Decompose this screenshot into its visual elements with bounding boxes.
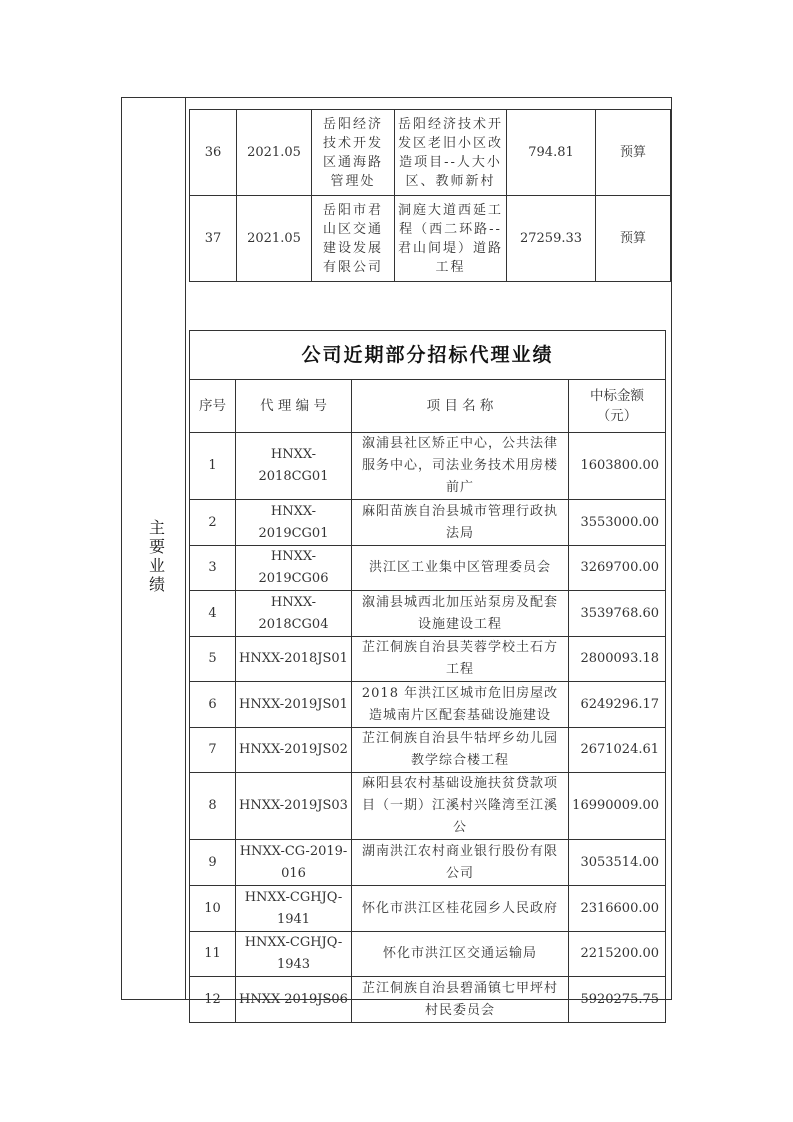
row-number: 2: [190, 500, 236, 546]
header-no: 序号: [190, 380, 236, 433]
row-bid-amount: 2671024.61: [569, 728, 666, 773]
row-project-name: 溆浦县社区矫正中心，公共法律服务中心，司法业务技术用房楼前广: [352, 433, 569, 500]
row-bid-amount: 5920275.75: [569, 977, 666, 1023]
row-project: 洞庭大道西延工程（西二环路--君山间堤）道路工程: [395, 196, 507, 282]
table-row: [190, 591, 666, 637]
row-number: 7: [190, 728, 236, 773]
row-number: 37: [190, 196, 237, 282]
section-label-char: 要: [148, 537, 165, 556]
row-number: 10: [190, 886, 236, 932]
row-bid-amount: 3053514.00: [569, 840, 666, 886]
row-project-name: 麻阳县农村基础设施扶贫贷款项目（一期）江溪村兴隆湾至江溪公: [352, 773, 569, 840]
row-project-name: 怀化市洪江区交通运输局: [352, 932, 569, 977]
row-agency-code: HNXX-2019JS02: [236, 728, 352, 773]
row-number: 4: [190, 591, 236, 637]
table-title: 公司近期部分招标代理业绩: [190, 331, 666, 380]
row-project-name: 溆浦县城西北加压站泵房及配套设施建设工程: [352, 591, 569, 637]
row-number: 8: [190, 773, 236, 840]
row-agency-code: HNXX-2019JS03: [236, 773, 352, 840]
row-number: 11: [190, 932, 236, 977]
table-row: [190, 773, 666, 840]
row-bid-amount: 1603800.00: [569, 433, 666, 500]
row-project-name: 洪江区工业集中区管理委员会: [352, 546, 569, 591]
row-agency-code: HNXX-CG-2019-016: [236, 840, 352, 886]
row-bid-amount: 2316600.00: [569, 886, 666, 932]
row-bid-amount: 3269700.00: [569, 546, 666, 591]
table-row: [190, 682, 666, 728]
table-row: [190, 977, 666, 1023]
row-number: 6: [190, 682, 236, 728]
header-code: 代 理 编 号: [236, 380, 352, 433]
row-number: 9: [190, 840, 236, 886]
row-agency-code: HNXX-2019JS06: [236, 977, 352, 1023]
row-project-name: 芷江侗族自治县芙蓉学校土石方工程: [352, 637, 569, 682]
table-row: [190, 932, 666, 977]
table-row: [190, 546, 666, 591]
row-client: 岳阳经济技术开发区通海路管理处: [312, 110, 395, 196]
row-type: 预算: [596, 196, 671, 282]
row-project: 岳阳经济技术开发区老旧小区改造项目--人大小区、教师新村: [395, 110, 507, 196]
row-client: 岳阳市君山区交通建设发展有限公司: [312, 196, 395, 282]
row-bid-amount: 2215200.00: [569, 932, 666, 977]
table-header-row: [190, 380, 666, 433]
row-bid-amount: 6249296.17: [569, 682, 666, 728]
section-label-char: 主: [148, 518, 165, 537]
row-agency-code: HNXX-CGHJQ-1941: [236, 886, 352, 932]
table-row: [190, 196, 671, 282]
row-project-name: 2018 年洪江区城市危旧房屋改造城南片区配套基础设施建设: [352, 682, 569, 728]
row-agency-code: HNXX-2018CG04: [236, 591, 352, 637]
row-agency-code: HNXX-2019CG06: [236, 546, 352, 591]
header-amount: 中标金额（元）: [569, 380, 666, 433]
recent-bidding-performance-table: [189, 330, 666, 1023]
row-number: 12: [190, 977, 236, 1023]
row-agency-code: HNXX-CGHJQ-1943: [236, 932, 352, 977]
section-label-char: 业: [148, 556, 165, 575]
row-amount: 794.81: [507, 110, 596, 196]
table-row: [190, 110, 671, 196]
row-date: 2021.05: [237, 110, 312, 196]
row-agency-code: HNXX-2018JS01: [236, 637, 352, 682]
row-agency-code: HNXX-2018CG01: [236, 433, 352, 500]
table-row: [190, 728, 666, 773]
table-row: [190, 637, 666, 682]
row-project-name: 芷江侗族自治县碧涌镇七甲坪村村民委员会: [352, 977, 569, 1023]
row-project-name: 怀化市洪江区桂花园乡人民政府: [352, 886, 569, 932]
row-number: 5: [190, 637, 236, 682]
row-date: 2021.05: [237, 196, 312, 282]
row-bid-amount: 16990009.00: [569, 773, 666, 840]
row-type: 预算: [596, 110, 671, 196]
table-row: [190, 840, 666, 886]
previous-performance-table: [189, 109, 671, 282]
row-number: 1: [190, 433, 236, 500]
section-label-char: 绩: [148, 575, 165, 594]
row-project-name: 湖南洪江农村商业银行股份有限公司: [352, 840, 569, 886]
row-project-name: 麻阳苗族自治县城市管理行政执法局: [352, 500, 569, 546]
row-project-name: 芷江侗族自治县牛牯坪乡幼儿园教学综合楼工程: [352, 728, 569, 773]
row-agency-code: HNXX-2019CG01: [236, 500, 352, 546]
row-agency-code: HNXX-2019JS01: [236, 682, 352, 728]
row-number: 3: [190, 546, 236, 591]
table-row: [190, 500, 666, 546]
section-label-main-performance: [146, 518, 168, 594]
header-name: 项 目 名 称: [352, 380, 569, 433]
table-row: [190, 433, 666, 500]
sidebar-divider: [185, 97, 186, 1000]
row-amount: 27259.33: [507, 196, 596, 282]
row-number: 36: [190, 110, 237, 196]
row-bid-amount: 3553000.00: [569, 500, 666, 546]
row-bid-amount: 2800093.18: [569, 637, 666, 682]
table-row: [190, 886, 666, 932]
row-bid-amount: 3539768.60: [569, 591, 666, 637]
